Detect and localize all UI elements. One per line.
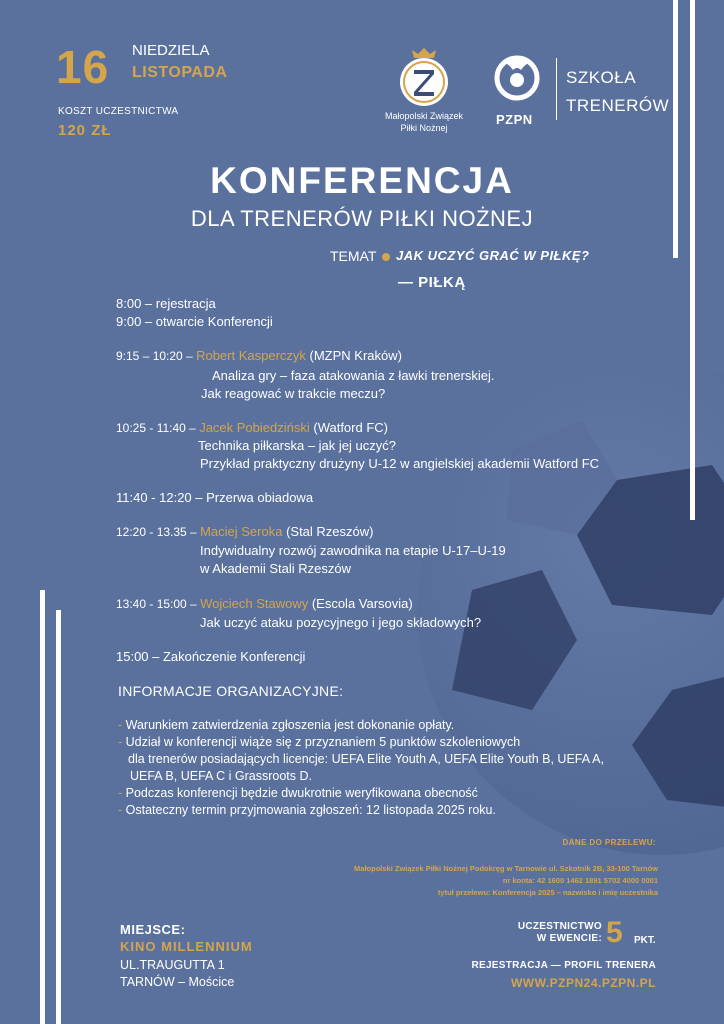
payment-heading: DANE DO PRZELEWU: (562, 838, 656, 847)
session-time: 12:20 - 13.35 – (116, 525, 201, 539)
agenda-session-3 (116, 522, 373, 542)
session-topic: Indywidualny rozwój zawodnika na etapie U-17–U-19 (200, 543, 506, 558)
payment-details (240, 863, 658, 899)
decorative-line (40, 590, 45, 1024)
speaker-org: (Stal Rzeszów) (282, 524, 374, 539)
session-topic: Jak uczyć ataku pozycyjnego i jego składowych? (200, 615, 482, 630)
session-topic: Analiza gry – faza atakowania z ławki trenerskiej. (212, 368, 495, 383)
points-value: 5 (606, 916, 623, 949)
points-label (500, 921, 602, 945)
speaker-org: (Watford FC) (309, 420, 388, 435)
mzpn-name-line1: Małopolski Związek (384, 111, 464, 121)
decorative-line (690, 0, 695, 520)
bullet-dot-icon (382, 253, 390, 261)
speaker-org: (MZPN Kraków) (305, 348, 402, 363)
agenda-registration: 8:00 – rejestracja (116, 296, 216, 311)
cost-label: KOSZT UCZESTNICTWA (58, 106, 179, 117)
topic-line2: — PIŁKĄ (398, 274, 466, 291)
date-weekday: NIEDZIELA (132, 42, 210, 59)
points-label-line1: UCZESTNICTWO (517, 921, 602, 932)
agenda-closing: 15:00 – Zakończenie Konferencji (116, 649, 306, 664)
info-heading: INFORMACJE ORGANIZACYJNE: (118, 683, 344, 699)
speaker-name: Maciej Seroka (200, 524, 283, 539)
info-item: - Udział w konferencji wiąże się z przyznaniem 5 punktów szkoleniowych (118, 735, 521, 749)
agenda-session-2 (116, 418, 388, 438)
info-item: - Podczas konferencji będzie dwukrotnie weryfikowana obecność (118, 786, 478, 800)
agenda-session-1 (116, 346, 402, 366)
school-name (566, 64, 669, 120)
page-title: KONFERENCJA (210, 160, 514, 201)
school-line2: TRENERÓW (566, 96, 670, 115)
date-day-number: 16 (56, 41, 110, 93)
speaker-org: (Escola Varsovia) (308, 596, 413, 611)
info-item-continuation: UEFA B, UEFA C i Grassroots D. (130, 769, 312, 783)
speaker-name: Wojciech Stawowy (200, 596, 309, 611)
session-time: 9:15 – 10:20 – (116, 349, 197, 363)
agenda-opening: 9:00 – otwarcie Konferencji (116, 314, 273, 329)
session-topic: w Akademii Stali Rzeszów (200, 561, 351, 576)
info-list (118, 717, 604, 819)
mzpn-name-line2: Piłki Nożnej (400, 123, 448, 133)
session-topic: Technika piłkarska – jak jej uczyć? (198, 438, 396, 453)
venue-street: UL.TRAUGUTTA 1 (120, 958, 225, 972)
logo-divider (556, 58, 557, 120)
pzpn-eagle-icon (489, 52, 545, 102)
payment-title: tytuł przelewu: Konferencja 2025 – nazwisko i imię uczestnika (437, 888, 658, 897)
points-label-line2: W EWENCIE: (536, 933, 602, 944)
pzpn-text: PZPN (496, 112, 533, 127)
session-topic: Jak reagować w trakcie meczu? (201, 386, 386, 401)
speaker-name: Robert Kasperczyk (196, 348, 306, 363)
cost-value: 120 ZŁ (58, 122, 112, 139)
date-month: LISTOPADA (132, 64, 228, 81)
info-item: - Warunkiem zatwierdzenia zgłoszenia jest dokonanie opłaty. (118, 718, 455, 732)
speaker-name: Jacek Pobiedziński (199, 420, 310, 435)
school-line1: SZKOŁA (566, 68, 637, 87)
agenda-break: 11:40 - 12:20 – Przerwa obiadowa (116, 490, 314, 505)
agenda-session-4 (116, 594, 413, 614)
page-subtitle: DLA TRENERÓW PIŁKI NOŻNEJ (190, 206, 534, 231)
venue-label: MIEJSCE: (120, 922, 186, 937)
venue-name: KINO MILLENNIUM (120, 939, 253, 954)
payment-address: Małopolski Związek Piłki Nożnej Podokręg w Tarnowie ul. Szkotnik 2B, 33-100 Tarnów (354, 864, 658, 873)
info-item: - Ostateczny termin przyjmowania zgłoszeń: 12 listopada 2025 roku. (118, 803, 496, 817)
registration-link[interactable]: WWW.PZPN24.PZPN.PL (510, 976, 656, 990)
topic-line1: JAK UCZYĆ GRAĆ W PIŁKĘ? (396, 248, 590, 263)
mzpn-crest-icon (396, 44, 452, 108)
registration-label: REJESTRACJA — PROFIL TRENERA (471, 960, 656, 971)
topic-label: TEMAT (330, 248, 377, 264)
session-time: 10:25 - 11:40 – (116, 421, 200, 435)
mzpn-name (360, 110, 488, 134)
session-time: 13:40 - 15:00 – (116, 597, 201, 611)
payment-account: nr konta: 42 1600 1462 1891 5702 4000 0001 (502, 876, 658, 885)
info-item-continuation: dla trenerów posiadających licencje: UEFA Elite Youth A, UEFA Elite Youth B, UEFA A, (128, 752, 604, 766)
decorative-line (56, 610, 61, 1024)
points-unit: PKT. (634, 935, 656, 946)
session-topic: Przykład praktyczny drużyny U-12 w angielskiej akademii Watford FC (200, 456, 600, 471)
venue-city: TARNÓW – Mościce (120, 975, 235, 989)
